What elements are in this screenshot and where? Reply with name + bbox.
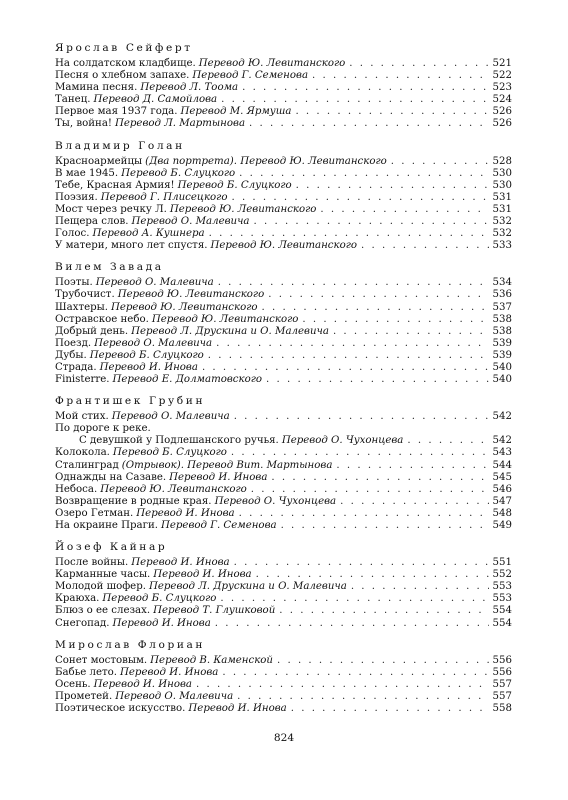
translator-credit: (Отрывок). Перевод Вит. Мартынова xyxy=(121,459,333,471)
dot-leader xyxy=(220,593,488,605)
entry-page-number: 552 xyxy=(492,569,512,581)
author-heading: Вилем Завада xyxy=(55,261,164,274)
translator-credit: Перевод О. Малевича xyxy=(131,216,250,228)
toc-entry xyxy=(55,593,512,605)
translator-credit: Перевод Л. Друскина и О. Малевича xyxy=(148,581,347,593)
poem-title: На солдатском кладбище. xyxy=(55,58,196,69)
toc-entry xyxy=(55,581,512,593)
translator-credit: Перевод Г. Семенова xyxy=(160,520,277,531)
translator-credit: Перевод Ю. Левитанского xyxy=(210,240,358,252)
dot-leader xyxy=(221,94,488,106)
poem-title: С девушкой у Подлешанского ручья. xyxy=(79,435,279,447)
translator-credit: Перевод И. Инова xyxy=(99,361,198,373)
author-heading: Йозеф Кайнар xyxy=(55,541,168,554)
toc-entry xyxy=(55,350,512,362)
entry-page-number: 547 xyxy=(492,495,512,507)
entry-page-number: 542 xyxy=(492,435,512,447)
toc-entry xyxy=(55,655,512,667)
dot-leader xyxy=(209,228,489,240)
poem-title: Красноармейцы xyxy=(55,155,143,167)
poem-title: Поэты. xyxy=(55,277,93,289)
entry-page-number: 538 xyxy=(492,325,512,337)
toc-entry xyxy=(55,460,512,472)
toc-entry xyxy=(55,314,512,326)
entry-page-number: 533 xyxy=(492,240,512,252)
translator-credit: Перевод Ю. Левитанского xyxy=(151,313,299,325)
toc-entry xyxy=(55,618,512,630)
poem-title: Небоса. xyxy=(55,483,98,495)
poem-title: Блюз о ее слезах. xyxy=(55,605,151,617)
entry-page-number: 522 xyxy=(492,70,512,82)
poem-title: Озеро Гетман. xyxy=(55,507,134,519)
poem-title: После войны. xyxy=(55,557,129,569)
entry-page-number: 548 xyxy=(492,507,512,519)
entry-page-number: 532 xyxy=(492,228,512,240)
poem-title: Возвращение в родные края. xyxy=(55,495,212,507)
translator-credit: Перевод И. Инова xyxy=(153,569,252,581)
dot-leader xyxy=(407,435,488,447)
dot-leader xyxy=(302,314,488,326)
entry-page-number: 543 xyxy=(492,447,512,459)
translator-credit: Перевод Ю. Левитанского xyxy=(110,301,258,313)
entry-page-number: 539 xyxy=(492,337,512,349)
author-heading: Владимир Голан xyxy=(55,139,185,152)
dot-leader xyxy=(231,447,489,459)
dot-leader xyxy=(277,655,489,667)
translator-credit: Перевод О. Чухонцева xyxy=(214,495,337,507)
translator-credit: Перевод А. Кушнера xyxy=(92,228,205,240)
entry-page-number: 540 xyxy=(492,361,512,373)
poem-title: Сталинград xyxy=(55,459,119,471)
dot-leader xyxy=(231,192,488,204)
translator-credit: Перевод И. Инова xyxy=(93,678,192,690)
translator-credit: Перевод И. Инова xyxy=(120,666,219,678)
toc-entry xyxy=(55,180,512,192)
poem-title: Поэтическое искусство. xyxy=(55,703,186,715)
entry-page-number: 530 xyxy=(492,179,512,191)
toc-entry xyxy=(55,362,512,374)
entry-page-number: 521 xyxy=(492,58,512,69)
poem-title: Краюха. xyxy=(55,593,100,605)
entry-page-number: 524 xyxy=(492,94,512,106)
entry-page-number: 558 xyxy=(492,703,512,715)
author-section xyxy=(55,639,512,715)
translator-credit: Перевод О. Малевича xyxy=(115,690,234,702)
poem-title: Колокола. xyxy=(55,447,110,459)
poem-title: Песня о хлебном запахе. xyxy=(55,70,190,82)
dot-leader xyxy=(340,496,488,508)
entry-page-number: 526 xyxy=(492,118,512,130)
dot-leader xyxy=(237,691,488,703)
toc-entry xyxy=(55,168,512,180)
entry-page-number: 531 xyxy=(492,191,512,203)
translator-credit: Перевод М. Ярмуша xyxy=(180,106,292,118)
entry-page-number: 526 xyxy=(492,106,512,118)
poem-title: Бабье лето. xyxy=(55,666,118,678)
poem-title: Пещера слов. xyxy=(55,216,129,228)
dot-leader xyxy=(218,277,489,289)
translator-credit: Перевод О. Малевича xyxy=(111,411,230,423)
entry-page-number: 540 xyxy=(492,374,512,386)
translator-credit: Перевод Л. Друскина и О. Малевича xyxy=(131,325,329,337)
dot-leader xyxy=(234,557,489,569)
entry-page-number: 545 xyxy=(492,471,512,483)
poem-title: Ты, война! xyxy=(55,118,112,130)
author-heading: Франтишек Грубин xyxy=(55,395,206,408)
toc-entry xyxy=(55,691,512,703)
poem-title: Поэзия. xyxy=(55,191,98,203)
toc-entry xyxy=(55,520,512,532)
entry-page-number: 536 xyxy=(492,289,512,301)
translator-credit: Перевод Б. Слуцкого xyxy=(102,593,217,605)
entry-page-number: 557 xyxy=(492,690,512,702)
toc-entry xyxy=(55,289,512,301)
poem-title: Первое мая 1937 года. xyxy=(55,106,178,118)
toc-entry xyxy=(55,94,512,106)
author-section xyxy=(55,261,512,386)
translator-credit: Перевод Т. Глушковой xyxy=(153,605,276,617)
translator-credit: Перевод Е. Долматовского xyxy=(112,374,263,386)
translator-credit: Перевод Г. Плисецкого xyxy=(100,191,228,203)
entry-page-number: 523 xyxy=(492,82,512,94)
dot-leader xyxy=(254,216,489,228)
toc-entry xyxy=(55,106,512,118)
translator-credit: Перевод Б. Слуцкого xyxy=(177,179,292,191)
entry-page-number: 551 xyxy=(492,557,512,569)
dot-leader xyxy=(239,168,488,180)
poem-title: По дороге к реке. xyxy=(55,423,151,435)
dot-leader xyxy=(349,58,488,70)
author-section xyxy=(55,395,512,532)
poem-title: Тебе, Красная Армия! xyxy=(55,179,175,191)
translator-credit: Перевод О. Чухонцева xyxy=(281,435,404,447)
toc-entry xyxy=(55,423,512,435)
author-section xyxy=(55,541,512,630)
entry-page-number: 546 xyxy=(492,483,512,495)
toc-entry xyxy=(55,58,512,70)
poem-title: У матери, много лет спустя. xyxy=(55,240,208,252)
poem-title: Снегопад. xyxy=(55,617,110,629)
dot-leader xyxy=(242,82,488,94)
dot-leader xyxy=(351,581,489,593)
author-section xyxy=(55,42,512,131)
toc-entry xyxy=(55,508,512,520)
toc-entry xyxy=(55,240,512,252)
entry-page-number: 556 xyxy=(492,654,512,666)
poem-title: Молодой шофер. xyxy=(55,581,146,593)
author-heading: Мирослав Флориан xyxy=(55,638,206,651)
poem-title: Страда. xyxy=(55,361,97,373)
entry-page-number: 557 xyxy=(492,678,512,690)
entry-page-number: 528 xyxy=(492,155,512,167)
poem-title: Поезд. xyxy=(55,337,92,349)
translator-credit: Перевод Ю. Левитанского xyxy=(169,203,317,215)
toc-entry xyxy=(55,338,512,350)
poem-title: Мой стих. xyxy=(55,411,109,423)
author-section xyxy=(55,140,512,253)
translator-credit: Перевод Б. Слуцкого xyxy=(121,167,236,179)
dot-leader xyxy=(239,508,489,520)
entry-page-number: 537 xyxy=(492,301,512,313)
dot-leader xyxy=(361,240,489,252)
translator-credit: Перевод И. Инова xyxy=(112,617,211,629)
dot-leader xyxy=(249,118,489,130)
poem-title: На окраине Праги. xyxy=(55,520,158,531)
dot-leader xyxy=(262,302,489,314)
toc-entry xyxy=(55,411,512,423)
dot-leader xyxy=(391,156,489,168)
translator-credit: Перевод Б. Слуцкого xyxy=(112,447,227,459)
toc-entry xyxy=(55,557,512,569)
toc-entry xyxy=(55,703,512,715)
poem-title: Трубочист. xyxy=(55,289,115,301)
dot-leader xyxy=(291,703,489,715)
toc-entry xyxy=(55,447,512,459)
poem-title: Остравское небо. xyxy=(55,313,149,325)
poem-title: Прометей. xyxy=(55,690,113,702)
translator-credit: Перевод Л. Тоома xyxy=(140,82,239,94)
translator-credit: Перевод И. Инова xyxy=(131,557,230,569)
page-number: 824 xyxy=(273,732,295,744)
poem-title: Карманные часы. xyxy=(55,569,151,581)
toc-entry xyxy=(55,156,512,168)
dot-leader xyxy=(333,326,489,338)
toc-entry xyxy=(55,374,512,386)
entry-page-number: 553 xyxy=(492,581,512,593)
translator-credit: Перевод И. Инова xyxy=(188,703,287,715)
dot-leader xyxy=(251,484,489,496)
toc-entry xyxy=(55,326,512,338)
entry-page-number: 554 xyxy=(492,617,512,629)
poem-title: Finisterre. xyxy=(55,374,110,386)
toc-entry xyxy=(55,302,512,314)
dot-leader xyxy=(202,362,489,374)
dot-leader xyxy=(256,569,489,581)
toc-entry xyxy=(55,228,512,240)
dot-leader xyxy=(215,618,489,630)
entry-page-number: 539 xyxy=(492,349,512,361)
entry-page-number: 532 xyxy=(492,216,512,228)
poem-title: Добрый день. xyxy=(55,325,129,337)
translator-credit: Перевод Ю. Левитанского xyxy=(198,58,346,69)
entry-page-number: 534 xyxy=(492,277,512,289)
dot-leader xyxy=(208,350,489,362)
dot-leader xyxy=(268,289,488,301)
entry-page-number: 542 xyxy=(492,411,512,423)
translator-credit: Перевод И. Инова xyxy=(136,507,235,519)
translator-credit: Перевод И. Инова xyxy=(169,471,268,483)
dot-leader xyxy=(271,472,488,484)
poem-title: Танец. xyxy=(55,94,91,106)
poem-title: Мамина песня. xyxy=(55,82,138,94)
translator-credit: Перевод Г. Семенова xyxy=(192,70,309,82)
entry-page-number: 531 xyxy=(492,203,512,215)
translator-credit: Перевод Б. Слуцкого xyxy=(89,349,204,361)
dot-leader xyxy=(336,460,488,472)
dot-leader xyxy=(296,180,489,192)
dot-leader xyxy=(320,204,488,216)
toc-entry xyxy=(55,496,512,508)
translator-credit: Перевод О. Малевича xyxy=(95,277,214,289)
translator-credit: Перевод Л. Мартынова xyxy=(115,118,246,130)
entry-page-number: 556 xyxy=(492,666,512,678)
entry-page-number: 544 xyxy=(492,459,512,471)
poem-title: В мае 1945. xyxy=(55,167,119,179)
dot-leader xyxy=(222,667,488,679)
poem-title: Сонет мостовым. xyxy=(55,654,148,666)
toc-entry xyxy=(55,667,512,679)
poem-title: Мост через речку Л. xyxy=(55,203,167,215)
dot-leader xyxy=(279,605,488,617)
entry-page-number: 554 xyxy=(492,605,512,617)
toc-entry xyxy=(55,216,512,228)
toc-entry xyxy=(55,70,512,82)
toc-entry xyxy=(55,277,512,289)
translator-credit: Перевод Д. Самойлова xyxy=(93,94,218,106)
translator-credit: (Два портрета). Перевод Ю. Левитанского xyxy=(145,155,387,167)
toc-entry xyxy=(55,435,512,447)
poem-title: Осень. xyxy=(55,678,91,690)
dot-leader xyxy=(266,374,489,386)
entry-page-number: 530 xyxy=(492,167,512,179)
toc-entry xyxy=(55,82,512,94)
toc-entry xyxy=(55,472,512,484)
dot-leader xyxy=(234,411,489,423)
translator-credit: Перевод О. Малевича xyxy=(94,337,213,349)
dot-leader xyxy=(216,338,488,350)
translator-credit: Перевод Ю. Левитанского xyxy=(117,289,265,301)
poem-title: Шахтеры. xyxy=(55,301,108,313)
entry-page-number: 538 xyxy=(492,313,512,325)
poem-title: Дубы. xyxy=(55,349,87,361)
table-of-contents xyxy=(55,42,512,724)
toc-entry xyxy=(55,569,512,581)
dot-leader xyxy=(281,520,489,532)
toc-entry xyxy=(55,192,512,204)
toc-entry xyxy=(55,679,512,691)
toc-entry xyxy=(55,484,512,496)
toc-entry xyxy=(55,204,512,216)
poem-title: Однажды на Сазаве. xyxy=(55,471,167,483)
dot-leader xyxy=(196,679,489,691)
dot-leader xyxy=(295,106,488,118)
author-heading: Ярослав Сейферт xyxy=(55,42,193,54)
translator-credit: Перевод Ю. Левитанского xyxy=(100,483,247,495)
dot-leader xyxy=(312,70,489,82)
toc-entry xyxy=(55,605,512,617)
toc-entry xyxy=(55,118,512,130)
poem-title: Голос. xyxy=(55,228,90,240)
translator-credit: Перевод В. Каменской xyxy=(150,654,273,666)
entry-page-number: 553 xyxy=(492,593,512,605)
entry-page-number: 549 xyxy=(492,520,512,531)
